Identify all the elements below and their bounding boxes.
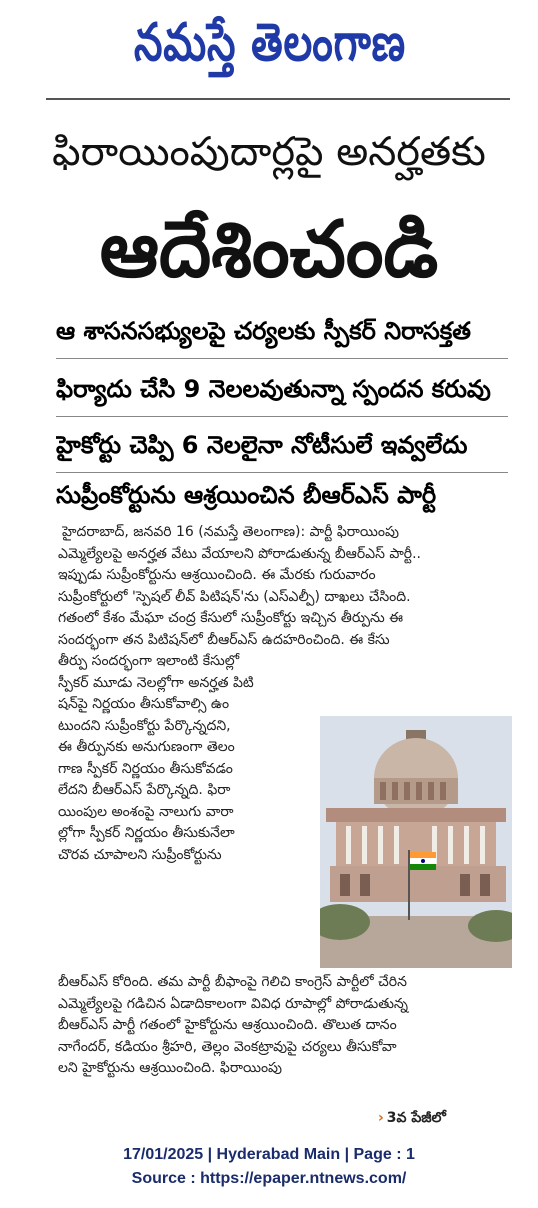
footer-source: Source : https://epaper.ntnews.com/ bbox=[131, 1170, 407, 1187]
article-line: బీఆర్‌ఎస్ కోరింది. తమ పార్టీ బీఫాంపై గెలిచి కాంగ్రెస్ పార్టీలో చేరిన bbox=[58, 974, 407, 990]
subhead-divider bbox=[56, 416, 508, 417]
article-line: లని హైకోర్టును ఆశ్రయించింది. ఫిరాయింపు bbox=[58, 1060, 283, 1076]
continued-label: 3వ పేజీలో bbox=[386, 1110, 446, 1126]
article-line: షన్‌పై నిర్ణయం తీసుకోవాల్సి ఉం bbox=[58, 696, 230, 712]
article-line: ఎమ్మెల్యేలపై అనర్హత వేటు వేయాలని పోరాడుతున్న బీఆర్‌ఎస్ పార్టీ.. bbox=[58, 546, 421, 562]
headline-line-1: ఫిరాయింపుదార్లపై అనర్హతకు bbox=[52, 129, 486, 175]
article-line: సుప్రీంకోర్టులో 'స్పెషల్ లీవ్ పిటిషన్'ను (ఎస్‌ఎల్పీ) దాఖలు చేసింది. bbox=[58, 589, 411, 605]
masthead-title: నమస్తే తెలంగాణ bbox=[134, 13, 406, 73]
article-line: హైదరాబాద్, జనవరి 16 (నమస్తే తెలంగాణ): పార్టీ ఫిరాయింపు bbox=[62, 524, 400, 540]
article-line: లేదని బీఆర్‌ఎస్ పేర్కొన్నది. ఫిరా bbox=[58, 782, 231, 798]
subhead-2: ఫిర్యాదు చేసి 9 నెలలవుతున్నా స్పందన కరువు bbox=[56, 375, 491, 403]
article-line: స్పీకర్ మూడు నెలల్లోగా అనర్హత పిటి bbox=[58, 675, 254, 691]
article-line: టుందని సుప్రీంకోర్టు పేర్కొన్నదని, bbox=[58, 718, 231, 734]
article-line: చొరవ చూపాలని సుప్రీంకోర్టును bbox=[58, 847, 222, 863]
headline-line-2: ఆదేశించండి bbox=[99, 205, 439, 295]
arrow-icon: › bbox=[378, 1110, 384, 1126]
article-line: ఈ తీర్పునకు అనుగుణంగా తెలం bbox=[58, 739, 235, 755]
masthead-divider bbox=[46, 98, 510, 100]
article-line: సందర్భంగా తన పిటిషన్‌లో బీఆర్‌ఎస్ ఉదహరించింది. ఈ కేసు bbox=[58, 632, 390, 648]
article-line: తీర్పు సందర్భంగా ఇలాంటి కేసుల్లో bbox=[58, 653, 240, 669]
article-line: బీఆర్‌ఎస్ పార్టీ గతంలో హైకోర్టును ఆశ్రయించింది. తొలుత దానం bbox=[58, 1017, 397, 1033]
subhead-1: ఆ శాసనసభ్యులపై చర్యలకు స్పీకర్ నిరాసక్తత bbox=[56, 317, 471, 345]
subhead-divider bbox=[56, 472, 508, 473]
footer-date-edition: 17/01/2025 | Hyderabad Main | Page : 1 bbox=[123, 1146, 415, 1163]
article-line: గతంలో కేశం మేఘా చంద్ర కేసులో సుప్రీంకోర్టు ఇచ్చిన తీర్పును ఈ bbox=[58, 610, 404, 626]
supreme-court-photo bbox=[320, 716, 512, 968]
article-line: ల్లోగా స్పీకర్ నిర్ణయం తీసుకునేలా bbox=[58, 825, 235, 841]
article-line: నాగేందర్, కడియం శ్రీహరి, తెల్లం వెంకట్రావుపై చర్యలు తీసుకోవా bbox=[58, 1039, 397, 1055]
subhead-divider bbox=[56, 358, 508, 359]
subhead-4: సుప్రీంకోర్టును ఆశ్రయించిన బీఆర్‌ఎస్ పార్టీ bbox=[56, 481, 437, 509]
article-line: ఎమ్మెల్యేలపై గడిచిన ఏడాదికాలంగా వివిధ రూపాల్లో పోరాడుతున్న bbox=[58, 996, 408, 1012]
article-line: యింపుల అంశంపై నాలుగు వారా bbox=[58, 804, 234, 820]
continued-on-page bbox=[378, 1110, 446, 1129]
article-line: గాణ స్పీకర్ నిర్ణయం తీసుకోవడం bbox=[58, 761, 233, 777]
article-line: ఇప్పుడు సుప్రీంకోర్టును ఆశ్రయించింది. ఈ మేరకు గురువారం bbox=[58, 567, 376, 583]
subhead-3: హైకోర్టు చెప్పి 6 నెలలైనా నోటీసులే ఇవ్వలేదు bbox=[56, 431, 468, 459]
